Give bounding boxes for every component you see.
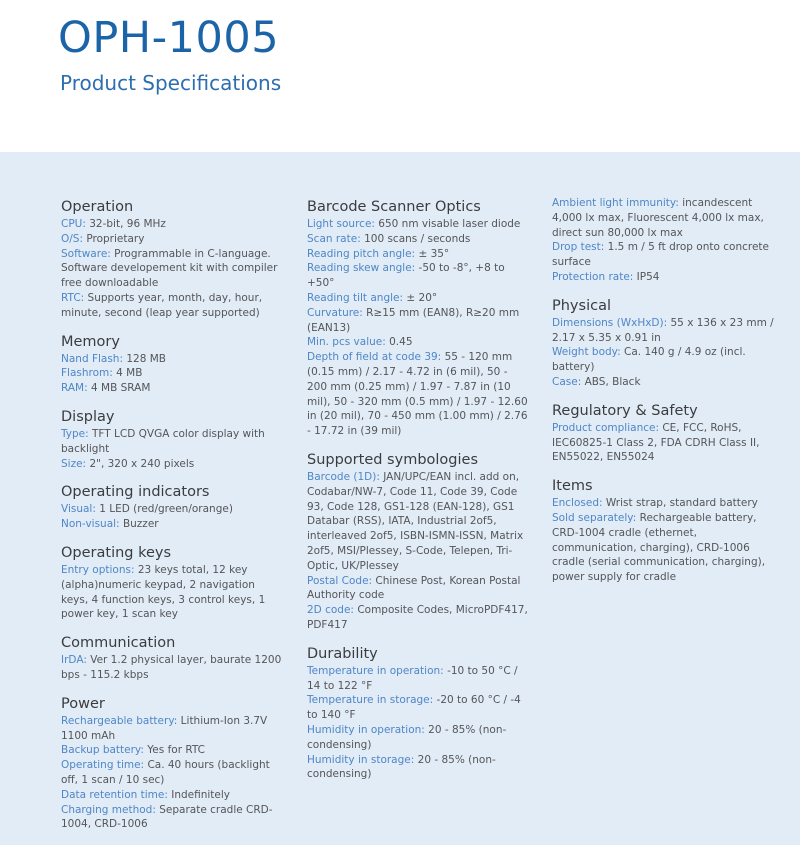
spec-item [552, 345, 774, 375]
spec-value: -20 to 60 °C / -4 to 140 °F [307, 694, 521, 722]
spec-label: Type: [61, 427, 89, 440]
spec-value: Yes for RTC [147, 744, 206, 757]
spec-label: Temperature in operation: [307, 664, 444, 677]
spec-value: Wrist strap, standard battery [605, 497, 758, 510]
spec-label: Entry options: [61, 563, 135, 576]
spec-value: Programmable in C-language. Software developement kit with compiler free downloadable [61, 247, 278, 290]
spec-label: Weight body: [552, 346, 621, 359]
spec-item [552, 375, 774, 390]
spec-value: 4 MB [116, 367, 143, 380]
spec-value: Indefinitely [171, 788, 231, 801]
spec-section-continued [552, 196, 774, 285]
section-heading: Operating indicators [61, 484, 210, 501]
spec-value: -10 to 50 °C / 14 to 122 °F [307, 664, 518, 692]
spec-item [61, 457, 283, 472]
section-heading: Communication [61, 635, 176, 652]
spec-section-regulatory-safety [552, 402, 774, 465]
spec-item [61, 232, 283, 247]
section-heading: Durability [307, 645, 378, 662]
spec-label: Enclosed: [552, 497, 603, 510]
section-heading: Operating keys [61, 544, 172, 561]
spec-value: ± 20° [406, 291, 438, 304]
spec-item [552, 316, 774, 346]
spec-item [307, 261, 529, 291]
spec-value: 20 - 85% (non-condensing) [307, 723, 507, 751]
spec-label: 2D code: [307, 604, 354, 617]
spec-label: Software: [61, 247, 111, 260]
spec-label: RAM: [61, 382, 88, 395]
spec-label: Drop test: [552, 241, 605, 254]
spec-label: Nand Flash: [61, 352, 124, 365]
spec-value: Lithium-Ion 3.7V 1100 mAh [61, 714, 268, 742]
spec-value: Ca. 40 hours (backlight off, 1 scan / 10 sec) [61, 759, 270, 786]
spec-section-operating-indicators [61, 483, 283, 532]
spec-label: Reading skew angle: [307, 262, 416, 275]
spec-item [307, 247, 529, 262]
spec-item [552, 240, 774, 270]
spec-item [307, 335, 529, 350]
spec-item [552, 496, 774, 511]
spec-value: 55 - 120 mm (0.15 mm) / 2.17 - 4.72 in (6 mil), 50 - 200 mm (0.25 mm) / 1.97 - 7.87 in (10 mil), 50 - 320 mm (0.5 mm) / 1.97 - 12.60 in (20 mil), 70 - 450 mm (1.00 mm) / 2.76 - 17.72 in (39 mil) [307, 351, 528, 438]
spec-value: Composite Codes, MicroPDF417, PDF417 [307, 604, 528, 631]
section-heading: Memory [61, 333, 120, 350]
spec-item [61, 743, 283, 758]
spec-section-items [552, 477, 774, 585]
spec-label: Visual: [61, 503, 96, 516]
spec-section-display [61, 408, 283, 471]
spec-value: ± 35° [418, 247, 450, 260]
spec-item [61, 502, 283, 517]
spec-column-3 [552, 196, 774, 597]
spec-label: Non-visual: [61, 518, 120, 531]
spec-item [307, 574, 529, 604]
spec-item [307, 470, 529, 574]
spec-label: Humidity in storage: [307, 753, 415, 766]
spec-label: Postal Code: [307, 574, 373, 587]
spec-item [61, 653, 283, 683]
spec-label: Operating time: [61, 759, 145, 772]
spec-label: Ambient light immunity: [552, 197, 679, 209]
spec-value: Proprietary [86, 232, 145, 245]
spec-label: Rechargeable battery: [61, 714, 178, 727]
spec-value: Rechargeable battery, CRD-1004 cradle (ethernet, communication, charging), CRD-1006 cradle (serial communication, charging), power supply for cradle [552, 511, 766, 584]
spec-item [61, 217, 283, 232]
spec-label: Light source: [307, 218, 375, 230]
spec-item [307, 350, 529, 439]
spec-section-operation [61, 198, 283, 321]
spec-item [307, 306, 529, 336]
spec-label: Protection rate: [552, 270, 634, 283]
spec-value: IP54 [636, 270, 660, 283]
spec-label: Case: [552, 375, 582, 388]
spec-label: Barcode (1D): [307, 470, 380, 483]
spec-section-physical [552, 297, 774, 390]
header [0, 0, 800, 152]
spec-label: Curvature: [307, 306, 363, 319]
spec-label: Data retention time: [61, 788, 168, 801]
section-heading: Display [61, 408, 115, 425]
spec-value: TFT LCD QVGA color display with backlight [61, 427, 265, 455]
spec-value: 32-bit, 96 MHz [89, 218, 166, 230]
spec-column-1 [61, 198, 283, 844]
spec-label: Reading pitch angle: [307, 247, 416, 260]
spec-value: 4 MB SRAM [91, 382, 151, 395]
section-heading: Power [61, 695, 105, 712]
section-heading: Items [552, 478, 593, 495]
spec-item [61, 714, 283, 744]
spec-item [307, 753, 529, 783]
spec-section-operating-keys [61, 544, 283, 622]
section-heading: Supported symbologies [307, 451, 478, 468]
spec-value: 2", 320 x 240 pixels [89, 457, 195, 470]
spec-label: Reading tilt angle: [307, 291, 404, 304]
spec-label: Charging method: [61, 803, 156, 816]
section-heading: Regulatory & Safety [552, 402, 698, 419]
spec-value: Ver 1.2 physical layer, baurate 1200 bps - 115.2 kbps [61, 654, 282, 681]
spec-item [552, 511, 774, 585]
spec-section-supported-symbologies [307, 451, 529, 633]
spec-label: RTC: [61, 291, 85, 304]
spec-item [307, 723, 529, 753]
spec-label: Product compliance: [552, 421, 659, 434]
spec-value: 128 MB [126, 352, 167, 365]
spec-label: Sold separately: [552, 511, 637, 524]
spec-value: Buzzer [122, 518, 159, 531]
spec-item [307, 693, 529, 723]
spec-label: Size: [61, 457, 87, 470]
spec-label: Min. pcs value: [307, 336, 386, 349]
spec-value: JAN/UPC/EAN incl. add on, Codabar/NW-7, Code 11, Code 39, Code 93, Code 128, GS1-128 (EAN-128), GS1 Databar (RSS), IATA, Industrial 2of5, interleaved 2of5, ISBN-ISMN-ISSN, Matrix 2of5, MSI/Plessey, S-Code, Telepen, Tri-Optic, UK/Plessey [307, 470, 524, 572]
spec-label: Flashrom: [61, 367, 113, 380]
spec-item [307, 603, 529, 633]
spec-section-communication [61, 634, 283, 683]
spec-label: Backup battery: [61, 744, 144, 757]
spec-item [61, 517, 283, 532]
spec-item [307, 217, 529, 232]
spec-item [61, 563, 283, 622]
spec-label: Scan rate: [307, 232, 361, 245]
spec-section-durability [307, 645, 529, 782]
spec-item [61, 758, 283, 788]
spec-value: incandescent 4,000 lx max, Fluorescent 4,000 lx max, direct sun 80,000 lx max [552, 197, 764, 239]
spec-label: IrDA: [61, 654, 87, 667]
spec-item [552, 421, 774, 465]
section-heading: Operation [61, 199, 134, 215]
spec-value: Ca. 140 g / 4.9 oz (incl. battery) [552, 346, 746, 374]
spec-value: Supports year, month, day, hour, minute, second (leap year supported) [61, 291, 263, 319]
spec-value: -50 to -8°, +8 to +50° [307, 262, 505, 290]
spec-section-memory [61, 333, 283, 396]
spec-value: 650 nm visable laser diode [378, 218, 521, 230]
section-heading: Physical [552, 297, 611, 314]
spec-value: 55 x 136 x 23 mm / 2.17 x 5.35 x 0.91 in [552, 316, 774, 344]
spec-label: Dimensions (WxHxD): [552, 316, 668, 329]
page-subtitle: Product Specifications [60, 71, 282, 95]
spec-label: Temperature in storage: [307, 694, 434, 707]
spec-value: ABS, Black [584, 375, 641, 388]
spec-item [307, 291, 529, 306]
model-title: OPH-1005 [58, 13, 280, 63]
spec-value: 23 keys total, 12 key (alpha)numeric keypad, 2 navigation keys, 4 function keys, 3 control keys, 1 power key, 1 scan key [61, 563, 266, 621]
spec-item [61, 788, 283, 803]
spec-value: 1 LED (red/green/orange) [99, 503, 233, 516]
spec-value: R≥15 mm (EAN8), R≥20 mm (EAN13) [307, 306, 520, 334]
spec-item [61, 366, 283, 381]
spec-item [61, 381, 283, 396]
spec-item [552, 196, 774, 240]
spec-section-barcode-scanner-optics [307, 198, 529, 439]
spec-value: 100 scans / seconds [364, 232, 471, 245]
section-heading: Barcode Scanner Optics [307, 199, 481, 215]
specifications-panel [0, 152, 800, 845]
spec-value: Separate cradle CRD-1004, CRD-1006 [61, 803, 273, 831]
spec-item [61, 291, 283, 321]
spec-item [61, 352, 283, 367]
spec-label: Depth of field at code 39: [307, 351, 442, 364]
spec-label: Humidity in operation: [307, 723, 425, 736]
spec-item [307, 664, 529, 694]
spec-column-2 [307, 198, 529, 794]
spec-value: CE, FCC, RoHS, IEC60825-1 Class 2, FDA CDRH Class II, EN55022, EN55024 [552, 421, 760, 464]
spec-value: 20 - 85% (non-condensing) [307, 753, 496, 781]
spec-label: CPU: [61, 218, 86, 230]
spec-value: Chinese Post, Korean Postal Authority code [307, 574, 521, 602]
spec-value: 0.45 [389, 336, 413, 349]
spec-item [61, 247, 283, 291]
spec-label: O/S: [61, 232, 84, 245]
spec-item [61, 427, 283, 457]
spec-value: 1.5 m / 5 ft drop onto concrete surface [552, 241, 770, 269]
spec-item [552, 270, 774, 285]
spec-item [61, 803, 283, 833]
spec-item [307, 232, 529, 247]
spec-section-power [61, 695, 283, 832]
